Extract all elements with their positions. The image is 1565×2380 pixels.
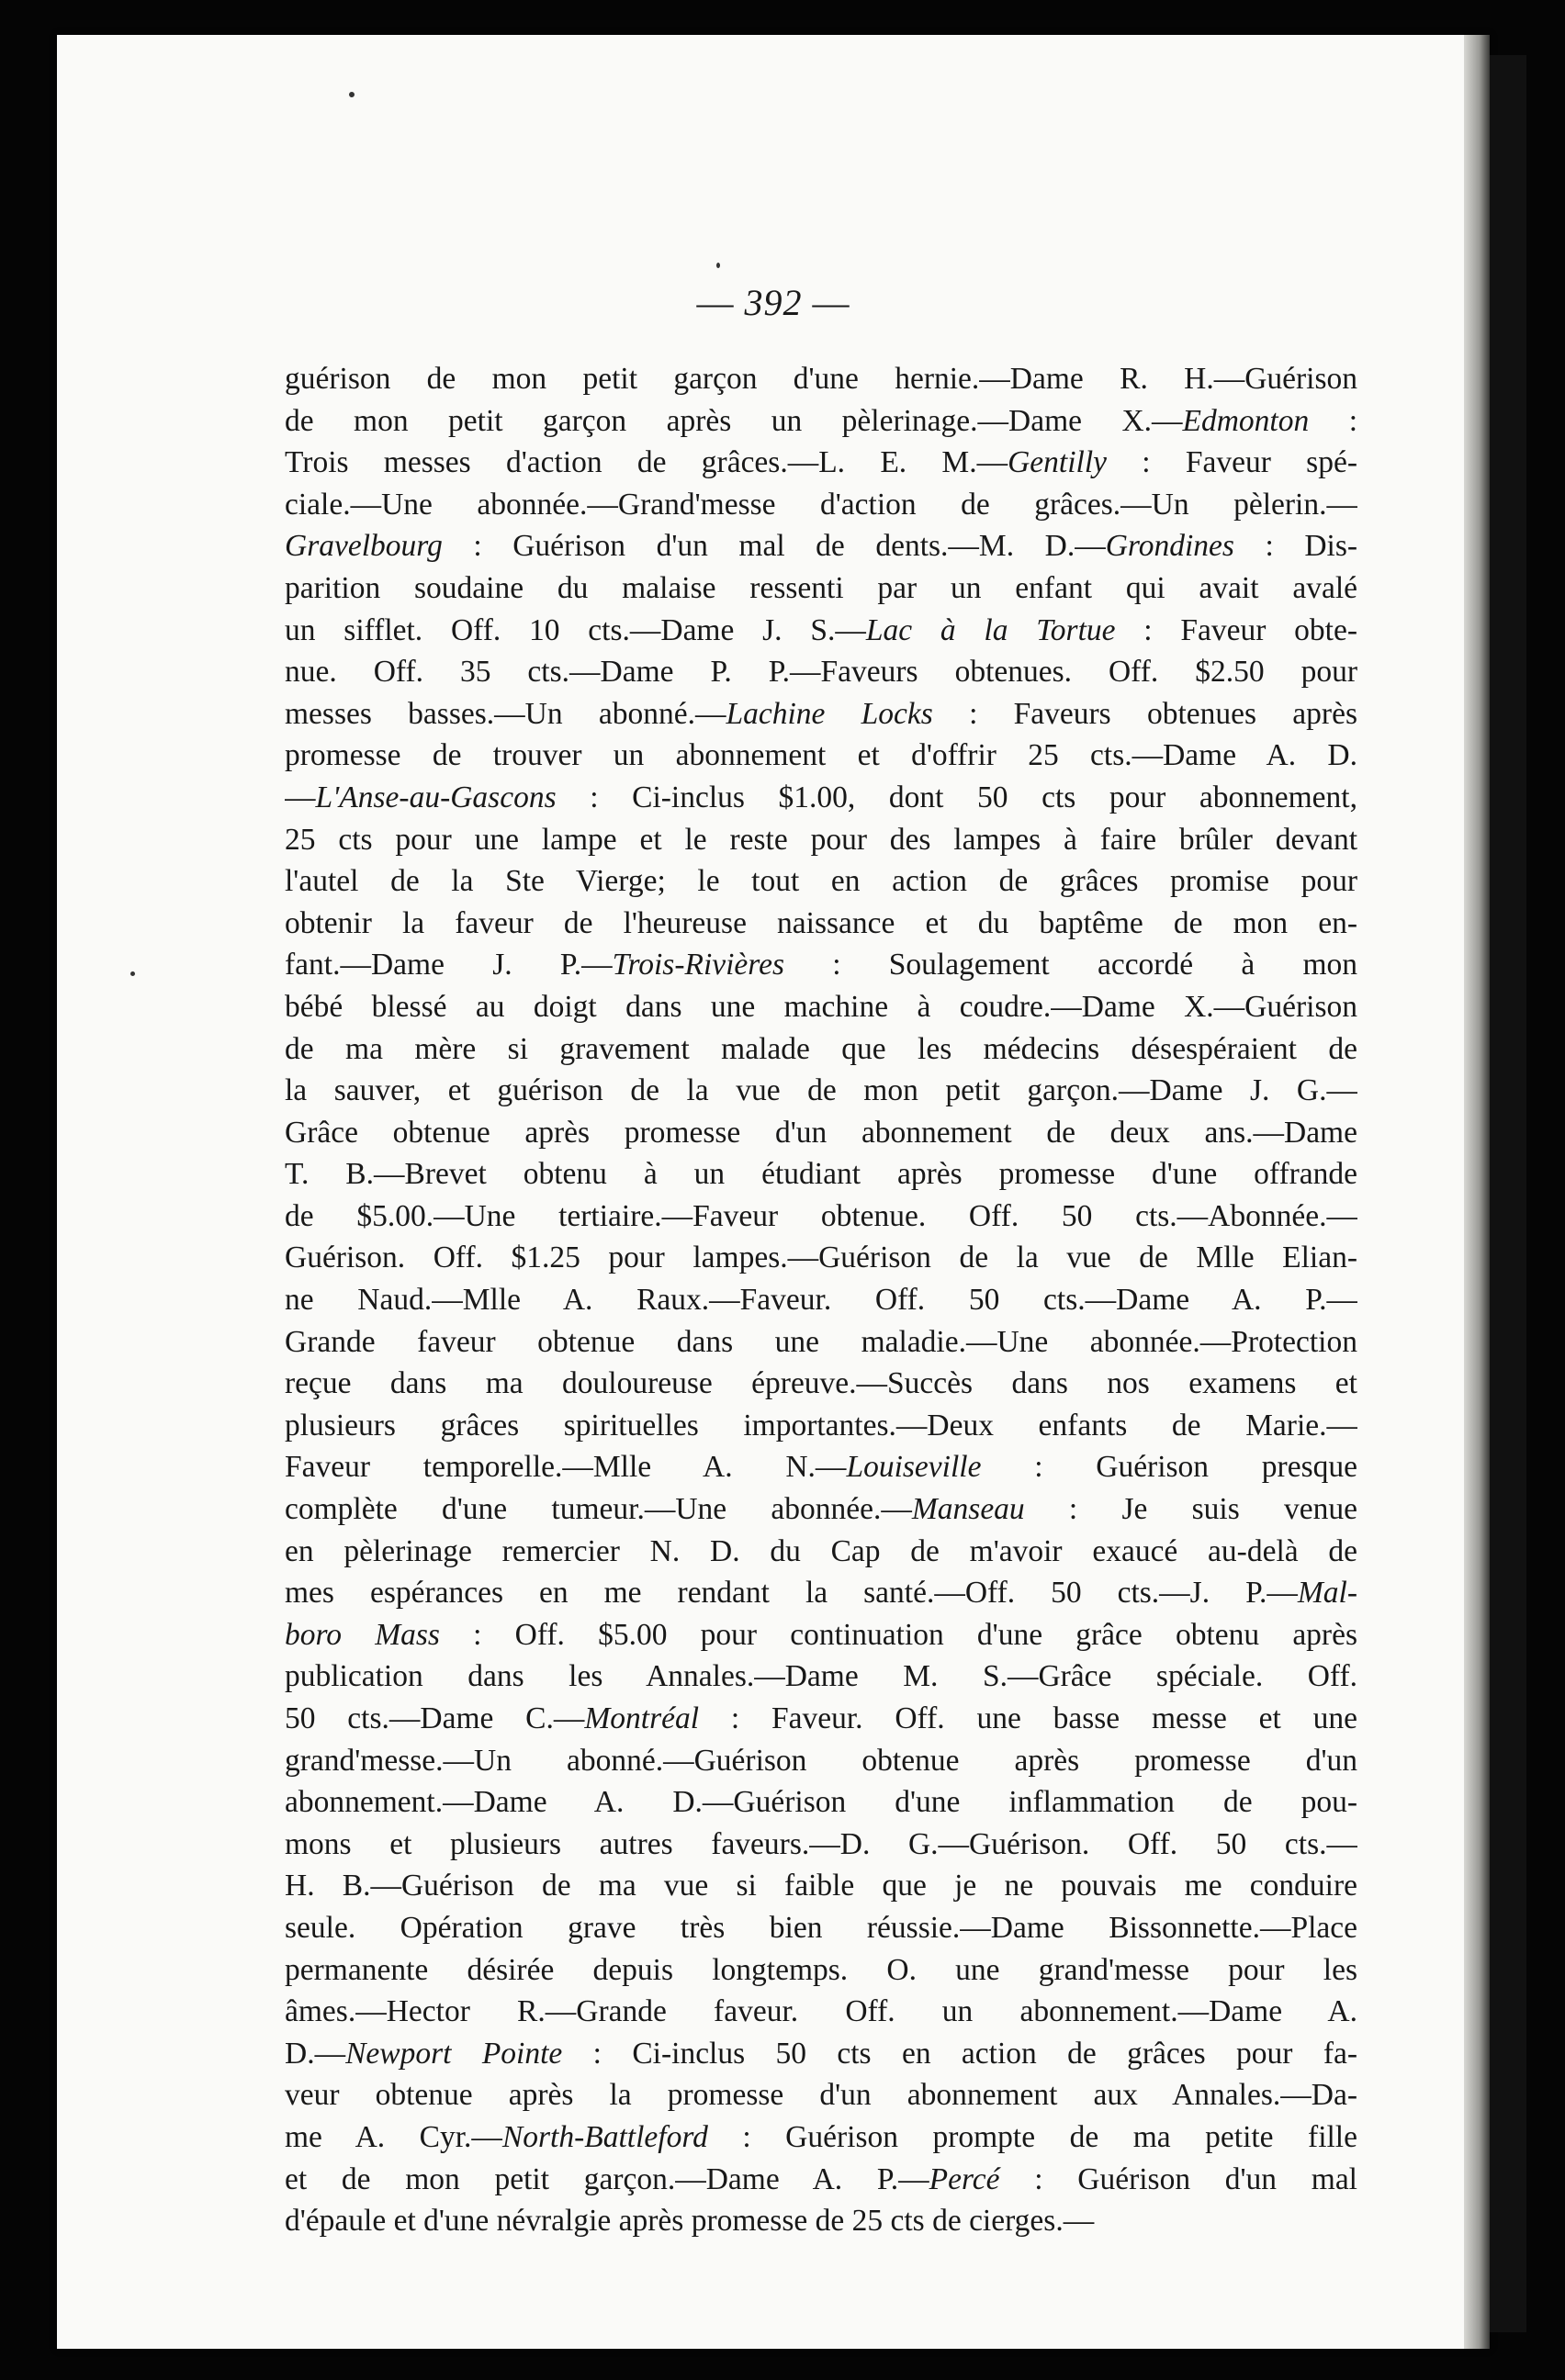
page-header	[57, 281, 1490, 324]
text-line: parition soudaine du malaise ressenti par un enfant qui avait avalé	[285, 570, 1357, 605]
document-page	[57, 35, 1490, 2349]
text-line: bébé blessé au doigt dans une machine à coudre.—Dame X.—Guérison	[285, 989, 1357, 1024]
text-line: ciale.—Une abonnée.—Grand'messe d'action de grâces.—Un pèlerin.—	[285, 487, 1357, 522]
text-line: seule. Opération grave très bien réussie.—Dame Bissonnette.—Place	[285, 1910, 1357, 1945]
text-line: la sauver, et guérison de la vue de mon petit garçon.—Dame J. G.—	[285, 1073, 1357, 1108]
text-line: nue. Off. 35 cts.—Dame P. P.—Faveurs obtenues. Off. $2.50 pour	[285, 655, 1357, 690]
text-line: plusieurs grâces spirituelles importantes.—Deux enfants de Marie.—	[285, 1408, 1357, 1443]
text-line: —L'Anse-au-Gascons : Ci-inclus $1.00, dont 50 cts pour abonnement,	[285, 780, 1357, 814]
text-line: T. B.—Brevet obtenu à un étudiant après promesse d'une offrande	[285, 1157, 1357, 1192]
text-line: grand'messe.—Un abonné.—Guérison obtenue après promesse d'un	[285, 1743, 1357, 1778]
text-line: fant.—Dame J. P.—Trois-Rivières : Soulagement accordé à mon	[285, 948, 1357, 982]
text-line: Guérison. Off. $1.25 pour lampes.—Guérison de la vue de Mlle Elian-	[285, 1241, 1357, 1275]
text-line: mons et plusieurs autres faveurs.—D. G.—Guérison. Off. 50 cts.—	[285, 1826, 1357, 1861]
text-line: de mon petit garçon après un pèlerinage.—Dame X.—Edmonton :	[285, 403, 1357, 438]
scan-speck	[716, 263, 720, 268]
text-line: Grâce obtenue après promesse d'un abonnement de deux ans.—Dame	[285, 1115, 1357, 1150]
text-line: de $5.00.—Une tertiaire.—Faveur obtenue. Off. 50 cts.—Abonnée.—	[285, 1198, 1357, 1233]
text-line: promesse de trouver un abonnement et d'offrir 25 cts.—Dame A. D.	[285, 738, 1357, 773]
text-line: publication dans les Annales.—Dame M. S.—Grâce spéciale. Off.	[285, 1659, 1357, 1694]
text-line: l'autel de la Ste Vierge; le tout en action de grâces promise pour	[285, 864, 1357, 899]
text-line: ne Naud.—Mlle A. Raux.—Faveur. Off. 50 cts.—Dame A. P.—	[285, 1283, 1357, 1318]
text-line: d'épaule et d'une névralgie après promesse de 25 cts de cierges.—	[285, 2204, 1095, 2239]
scan-speck	[349, 92, 355, 97]
text-line: complète d'une tumeur.—Une abonnée.—Manseau : Je suis venue	[285, 1492, 1357, 1527]
header-dash-left: —	[696, 282, 735, 323]
header-dash-right: —	[812, 282, 850, 323]
text-line: veur obtenue après la promesse d'un abonnement aux Annales.—Da-	[285, 2078, 1357, 2113]
text-line: de ma mère si gravement malade que les médecins désespéraient de	[285, 1031, 1357, 1066]
text-line: un sifflet. Off. 10 cts.—Dame J. S.—Lac à la Tortue : Faveur obte-	[285, 612, 1357, 647]
text-line: mes espérances en me rendant la santé.—Off. 50 cts.—J. P.—Mal-	[285, 1576, 1357, 1611]
scan-speck	[130, 971, 135, 976]
page-number: 392	[744, 282, 803, 323]
text-line: messes basses.—Un abonné.—Lachine Locks : Faveurs obtenues après	[285, 696, 1357, 731]
text-line: et de mon petit garçon.—Dame A. P.—Percé : Guérison d'un mal	[285, 2161, 1357, 2196]
text-line: D.—Newport Pointe : Ci-inclus 50 cts en action de grâces pour fa-	[285, 2036, 1357, 2071]
text-line: permanente désirée depuis longtemps. O. une grand'messe pour les	[285, 1952, 1357, 1987]
body-text	[285, 358, 1357, 2242]
text-line: Gravelbourg : Guérison d'un mal de dents.—M. D.—Grondines : Dis-	[285, 529, 1357, 564]
text-line: reçue dans ma douloureuse épreuve.—Succès dans nos examens et	[285, 1366, 1357, 1401]
text-line: abonnement.—Dame A. D.—Guérison d'une inflammation de pou-	[285, 1785, 1357, 1820]
text-line: me A. Cyr.—North-Battleford : Guérison prompte de ma petite fille	[285, 2119, 1357, 2154]
page-binding-edge	[1464, 35, 1490, 2349]
text-line: en pèlerinage remercier N. D. du Cap de m'avoir exaucé au-delà de	[285, 1533, 1357, 1568]
text-line: 25 cts pour une lampe et le reste pour des lampes à faire brûler devant	[285, 822, 1357, 857]
text-line: Grande faveur obtenue dans une maladie.—Une abonnée.—Protection	[285, 1324, 1357, 1359]
text-line: guérison de mon petit garçon d'une hernie.—Dame R. H.—Guérison	[285, 362, 1357, 396]
text-line: 50 cts.—Dame C.—Montréal : Faveur. Off. une basse messe et une	[285, 1701, 1357, 1735]
scan-shadow	[1490, 55, 1526, 2332]
text-line: H. B.—Guérison de ma vue si faible que je ne pouvais me conduire	[285, 1869, 1357, 1903]
text-line: obtenir la faveur de l'heureuse naissance et du baptême de mon en-	[285, 905, 1357, 940]
text-line: Faveur temporelle.—Mlle A. N.—Louiseville : Guérison presque	[285, 1450, 1357, 1485]
text-line: boro Mass : Off. $5.00 pour continuation d'une grâce obtenu après	[285, 1617, 1357, 1652]
text-line: Trois messes d'action de grâces.—L. E. M.—Gentilly : Faveur spé-	[285, 445, 1357, 480]
text-line: âmes.—Hector R.—Grande faveur. Off. un abonnement.—Dame A.	[285, 1994, 1357, 2029]
